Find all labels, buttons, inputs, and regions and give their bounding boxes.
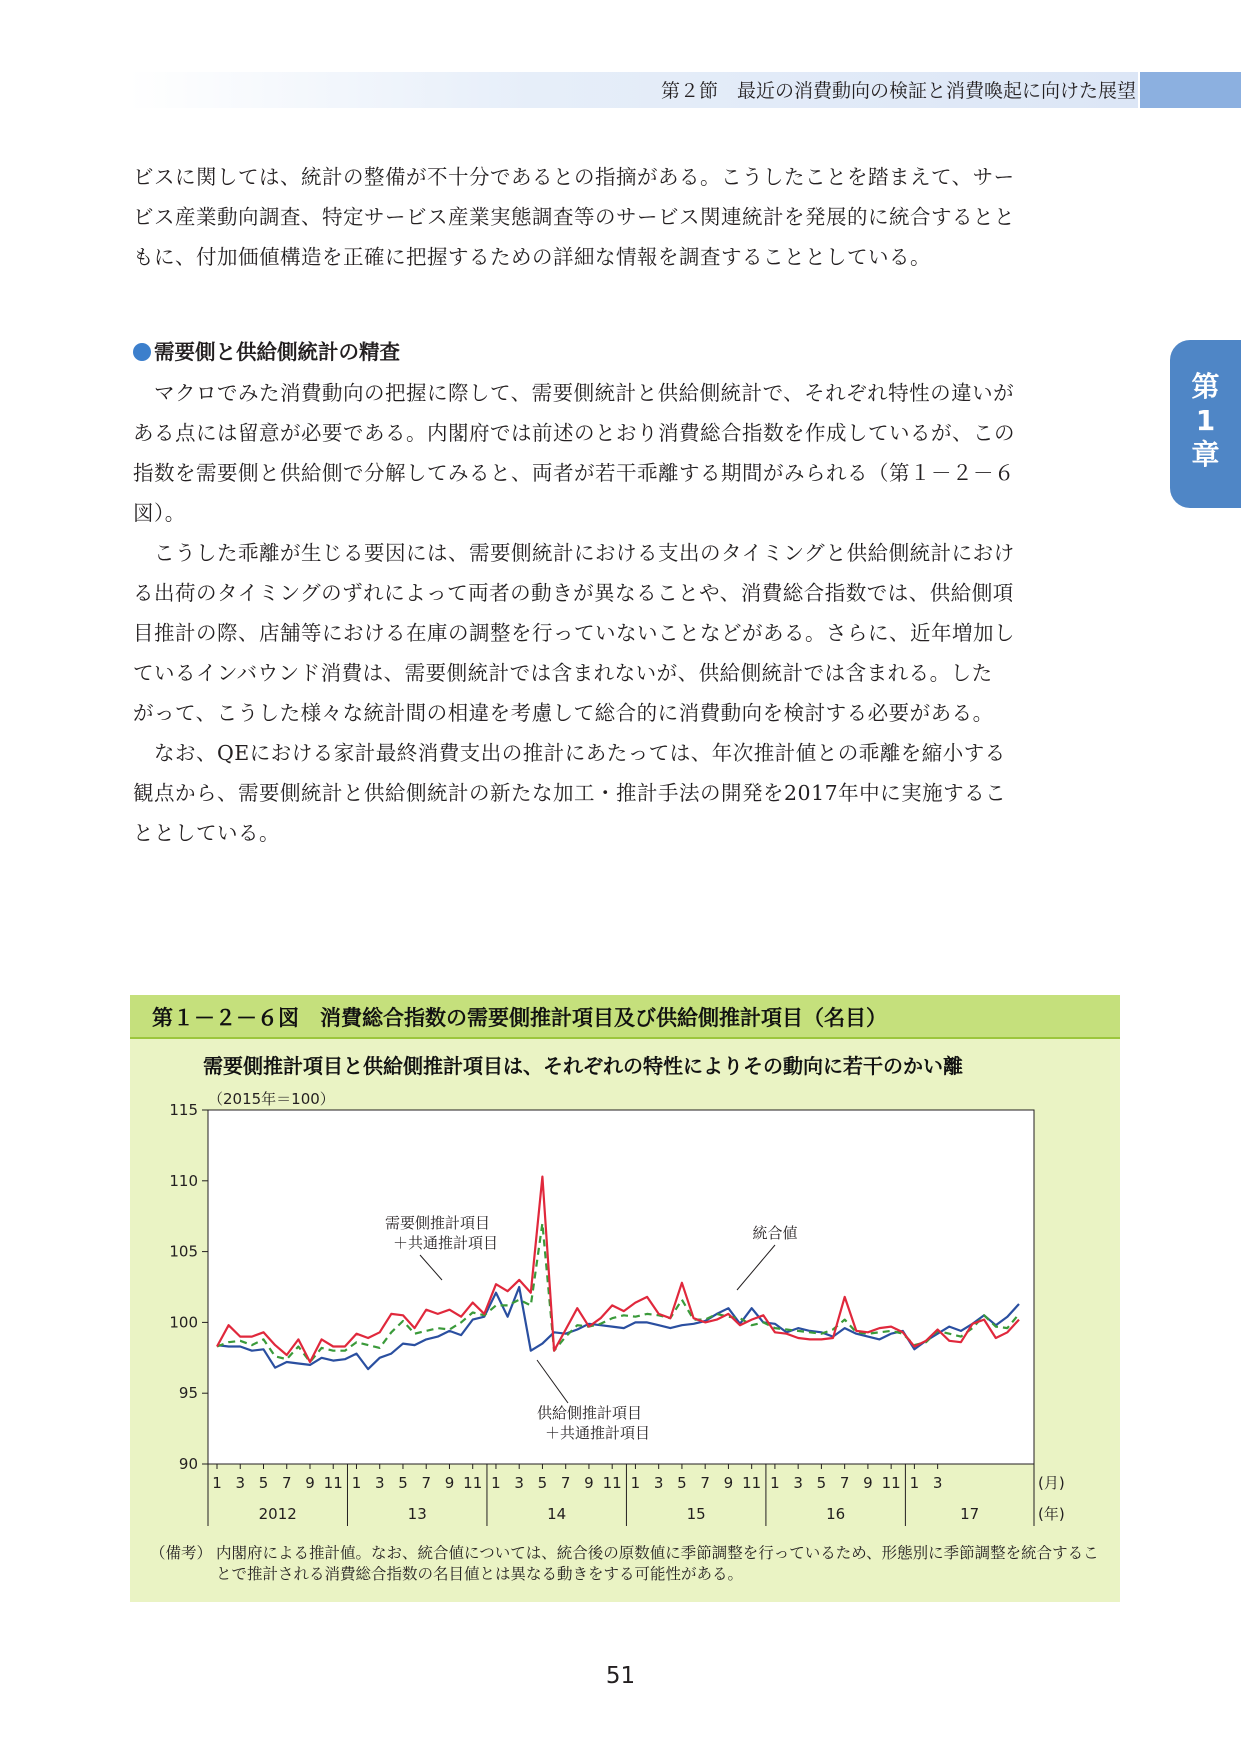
- x-tick-label: 5: [816, 1474, 827, 1492]
- year-label: 2012: [258, 1505, 297, 1523]
- x-tick-label: 11: [323, 1474, 343, 1492]
- x-tick-label: 3: [653, 1474, 664, 1492]
- x-tick-label: 11: [742, 1474, 762, 1492]
- year-unit-label: (年): [1038, 1505, 1065, 1523]
- y-unit-label: （2015年＝100）: [208, 1090, 335, 1108]
- running-header: 第２節 最近の消費動向の検証と消費喚起に向けた展望: [660, 80, 1136, 102]
- line-chart: [130, 1100, 1120, 1540]
- text-line: なお、QEにおける家計最終消費支出の推計にあたっては、年次推計値との乖離を縮小する: [133, 741, 1006, 765]
- x-tick-label: 7: [281, 1474, 292, 1492]
- x-tick-label: 3: [235, 1474, 246, 1492]
- figure-title: 第１－２－６図 消費総合指数の需要側推計項目及び供給側推計項目（名目）: [152, 1006, 887, 1030]
- x-tick-label: 1: [491, 1474, 501, 1492]
- chapter-tab-line: 第: [1191, 370, 1220, 403]
- chapter-tab-number: 1: [1195, 404, 1216, 437]
- x-tick-label: 1: [351, 1474, 362, 1492]
- chapter-tab: [1170, 340, 1241, 508]
- x-tick-label: 7: [700, 1474, 710, 1492]
- text-line: こうした乖離が生じる要因には、需要側統計における支出のタイミングと供給側統計におけ: [133, 541, 1015, 565]
- x-tick-label: 1: [630, 1474, 641, 1492]
- annotation-supply: ＋共通推計項目: [545, 1424, 651, 1442]
- text-line: ているインバウンド消費は、需要側統計では含まれないが、供給側統計では含まれる。した: [133, 661, 993, 685]
- figure-subtitle: 需要側推計項目と供給側推計項目は、それぞれの特性によりその動向に若干のかい離: [203, 1054, 963, 1078]
- x-tick-label: 11: [602, 1474, 622, 1492]
- x-tick-label: 9: [584, 1474, 594, 1492]
- y-tick-label: 90: [178, 1455, 198, 1473]
- x-tick-label: 9: [863, 1474, 873, 1492]
- x-tick-label: 9: [305, 1474, 315, 1492]
- y-tick-label: 100: [169, 1313, 198, 1332]
- year-label: 17: [960, 1505, 980, 1523]
- figure-note: [150, 1543, 1110, 1585]
- annotation-integrated: 統合値: [752, 1224, 798, 1242]
- note-text: 内閣府による推計値。なお、統合値については、統合後の原数値に季節調整を行っているため、形態別に季節調整を統合することで推計される消費総合指数の名目値とは異なる動きをする可能性がある。: [216, 1544, 1099, 1583]
- text-line: 指数を需要側と供給側で分解してみると、両者が若干乖離する期間がみられる（第１－２－６: [133, 461, 1015, 485]
- annotation-demand: ＋共通推計項目: [393, 1234, 499, 1252]
- x-tick-label: 5: [258, 1474, 269, 1492]
- section-heading-text: 需要側と供給側統計の精査: [154, 340, 400, 364]
- text-line: 観点から、需要側統計と供給側統計の新たな加工・推計手法の開発を2017年中に実施するこ: [133, 781, 1007, 805]
- bullet-dot-icon: [133, 343, 151, 361]
- header-tab: [1140, 72, 1241, 108]
- text-line: がって、こうした様々な統計間の相違を考慮して総合的に消費動向を検討する必要がある。: [133, 701, 994, 725]
- section-heading: [133, 335, 400, 365]
- x-tick-label: 1: [212, 1474, 222, 1492]
- x-tick-label: 7: [560, 1474, 571, 1492]
- paragraph-2: [133, 373, 1123, 853]
- text-line: ととしている。: [133, 821, 280, 845]
- x-tick-label: 5: [398, 1474, 408, 1492]
- text-line: る出荷のタイミングのずれによって両者の動きが異なることや、消費総合指数では、供給側項: [133, 581, 1014, 605]
- y-tick-label: 95: [178, 1384, 198, 1403]
- x-tick-label: 3: [793, 1474, 803, 1492]
- x-tick-label: 9: [723, 1474, 734, 1492]
- year-label: 15: [686, 1505, 706, 1523]
- text-line: ビス産業動向調査、特定サービス産業実態調査等のサービス関連統計を発展的に統合するとと: [133, 205, 1015, 229]
- year-label: 14: [547, 1505, 567, 1523]
- note-label: （備考）: [150, 1544, 213, 1562]
- x-tick-label: 7: [421, 1474, 431, 1492]
- text-line: 目推計の際、店舗等における在庫の調整を行っていないことなどがある。さらに、近年増加し: [133, 621, 1015, 645]
- annotation-supply: 供給側推計項目: [537, 1404, 643, 1422]
- x-tick-label: 9: [444, 1474, 455, 1492]
- x-tick-label: 5: [677, 1474, 687, 1492]
- month-unit-label: (月): [1038, 1474, 1065, 1492]
- year-label: 13: [407, 1505, 427, 1523]
- text-line: マクロでみた消費動向の把握に際して、需要側統計と供給側統計で、それぞれ特性の違いが: [133, 381, 1015, 405]
- x-tick-label: 7: [839, 1474, 850, 1492]
- text-line: ビスに関しては、統計の整備が不十分であるとの指摘がある。こうしたことを踏まえて、サー: [133, 165, 1015, 189]
- x-tick-label: 3: [514, 1474, 524, 1492]
- x-tick-label: 1: [909, 1474, 920, 1492]
- page-number: 51: [605, 1663, 636, 1689]
- text-line: ある点には留意が必要である。内閣府では前述のとおり消費総合指数を作成しているが、この: [133, 421, 1015, 445]
- x-tick-label: 5: [537, 1474, 548, 1492]
- annotation-demand: 需要側推計項目: [385, 1214, 491, 1232]
- year-label: 16: [826, 1505, 846, 1523]
- text-line: もに、付加価値構造を正確に把握するための詳細な情報を調査することとしている。: [133, 245, 931, 269]
- y-tick-label: 115: [169, 1101, 198, 1119]
- x-tick-label: 11: [881, 1474, 901, 1492]
- paragraph-1: [133, 157, 1123, 277]
- x-tick-label: 3: [932, 1474, 943, 1492]
- y-tick-label: 110: [169, 1171, 198, 1190]
- x-tick-label: 11: [463, 1474, 483, 1492]
- chapter-tab-line: 章: [1191, 438, 1220, 471]
- x-tick-label: 3: [374, 1474, 385, 1492]
- y-tick-label: 105: [169, 1242, 198, 1261]
- x-tick-label: 1: [770, 1474, 780, 1492]
- text-line: 図）。: [133, 501, 186, 525]
